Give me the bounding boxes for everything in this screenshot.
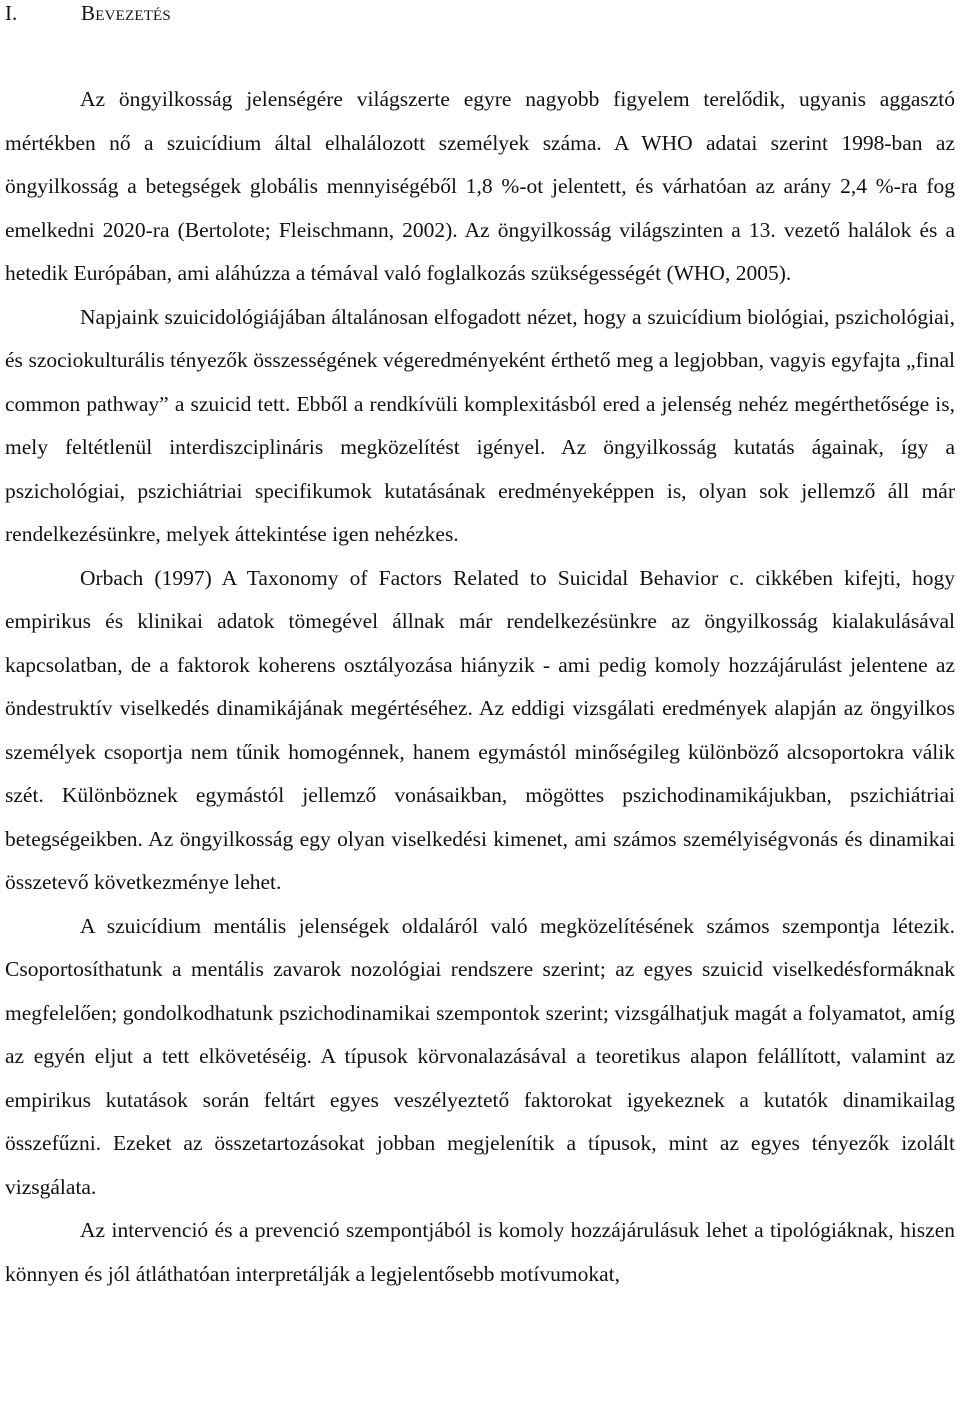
- section-title: Bevezetés: [81, 1, 171, 25]
- section-heading: [5, 0, 171, 26]
- body-text: [5, 78, 955, 1296]
- paragraph: A szuicídium mentális jelenségek oldaláról való megközelítésének számos szempontja létezik. Csoportosíthatunk a mentális zavarok nozológiai rendszere szerint; az egyes szuicid viselkedésformáknak megfelelően; gondolkodhatunk pszichodinamikai szempontok szerint; vizsgálhatjuk magát a folyamatot, amíg az egyén eljut a tett elkövetéséig. A típusok körvonalazásával a teoretikus alapon felállított, valamint az empirikus kutatások során feltárt egyes veszélyeztető faktorokat igyekeznek a kutatók dinamikailag összefűzni. Ezeket az összetartozásokat jobban megjelenítik a típusok, mint az egyes tényezők izolált vizsgálata.: [5, 913, 955, 1199]
- paragraph: Orbach (1997) A Taxonomy of Factors Related to Suicidal Behavior c. cikkében kifejti, hogy empirikus és klinikai adatok tömegével állnak már rendelkezésünkre az öngyilkosság kialakulásával kapcsolatban, de a faktorok koherens osztályozása hiányzik - ami pedig komoly hozzájárulást jelentene az öndestruktív viselkedés dinamikájának megértéséhez. Az eddigi vizsgálati eredmények alapján az öngyilkos személyek csoportja nem tűnik homogénnek, hanem egymástól minőségileg különböző alcsoportokra válik szét. Különböznek egymástól jellemző vonásaikban, mögöttes pszichodinamikájukban, pszichiátriai betegségeikben. Az öngyilkosság egy olyan viselkedési kimenet, ami számos személyiségvonás és dinamikai összetevő következménye lehet.: [5, 565, 955, 894]
- section-number: I.: [5, 1, 18, 25]
- paragraph: Az intervenció és a prevenció szempontjából is komoly hozzájárulásuk lehet a tipológiáknak, hiszen könnyen és jól átláthatóan interpretálják a legjelentősebb motívumokat,: [5, 1218, 955, 1286]
- paragraph: Napjaink szuicidológiájában általánosan elfogadott nézet, hogy a szuicídium biológiai, pszichológiai, és szociokulturális tényezők összességének végeredményeként érthető meg a legjobban, vagyis egyfajta „final common pathway” a szuicid tett. Ebből a rendkívüli komplexitásból ered a jelenség nehéz megérthetősége is, mely feltétlenül interdiszciplináris megközelítést igényel. Az öngyilkosság kutatás ágainak, így a pszichológiai, pszichiátriai specifikumok kutatásának eredményeképpen is, olyan sok jellemző áll már rendelkezésünkre, melyek áttekintése igen nehézkes.: [5, 304, 955, 546]
- paragraph: Az öngyilkosság jelenségére világszerte egyre nagyobb figyelem terelődik, ugyanis aggasztó mértékben nő a szuicídium által elhalálozott személyek száma. A WHO adatai szerint 1998-ban az öngyilkosság a betegségek globális mennyiségéből 1,8 %-ot jelentett, és várhatóan az arány 2,4 %-ra fog emelkedni 2020-ra (Bertolote; Fleischmann, 2002). Az öngyilkosság világszinten a 13. vezető halálok és a hetedik Európában, ami aláhúzza a témával való foglalkozás szükségességét (WHO, 2005).: [5, 87, 955, 285]
